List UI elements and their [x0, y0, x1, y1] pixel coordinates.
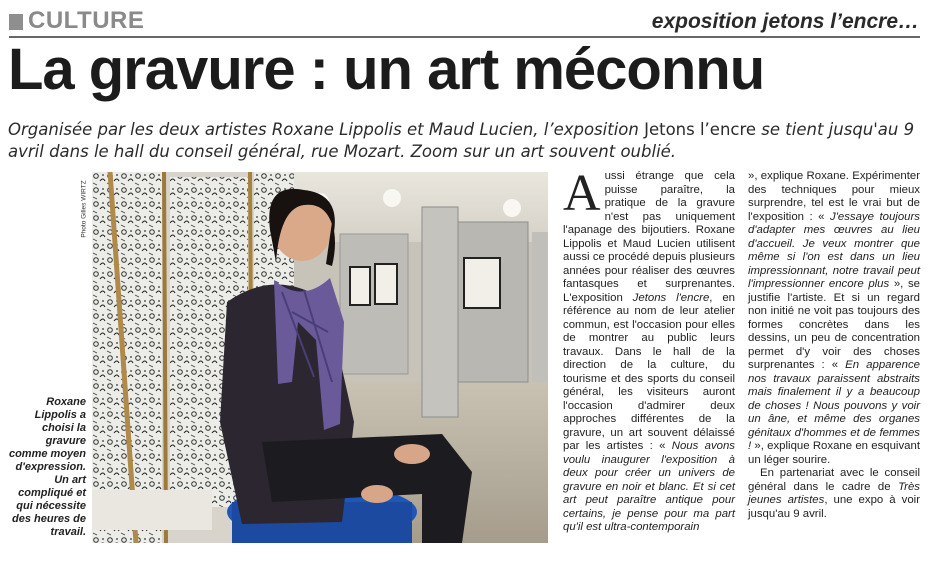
body-text: », se justifie l'artiste. Et si un regard non initié ne voit pas toujours des formes concrètes dans les dessins, un peu de concentration permet d'y voir des choses surprenantes : « [748, 278, 920, 371]
program-name: Très jeunes artistes [748, 480, 920, 506]
photo-caption: Roxane Lippolis a choisi la gravure comme moyen d'expression. Un art compliqué et qui nécessite des heures de travail. [8, 396, 86, 538]
body-text: , une expo à voir jusqu'au 9 avril. [748, 494, 920, 520]
lead-paragraph [8, 119, 920, 163]
article-photo [92, 172, 548, 543]
photo-credit-text: Photo Gilles WIRTZ [80, 180, 88, 238]
body-text: , en référence au nom de leur atelier commun, est l'occasion pour elles de montrer au public leurs travaux. Dans le hall de la direction de la culture, du tourisme et des sports du conseil général, les visiteurs auront l'occasion d'admirer deux approches différentes de la gravure, un art souvent délaissé par les artistes : « [563, 291, 735, 452]
body-column-2 [748, 170, 920, 521]
body-text: En partenariat avec le conseil général dans le cadre de [748, 467, 920, 493]
lead-part1: Organisée par les deux artistes Roxane Lippolis et Maud Lucien, l’exposition [8, 120, 645, 139]
body-paragraph-1 [563, 165, 736, 535]
lead-exhibition-title: Jetons l’encre [644, 120, 757, 139]
section-label: CULTURE [28, 7, 145, 34]
body-quote: Nous avons voulu inaugurer l'exposition à deux pour créer un univers de gravure en noir et blanc. Et si cet art peut paraître antique pour certains, je pense pour ma part qu'il est ultra-contemporain [563, 440, 736, 533]
body-paragraph-1-cont [748, 170, 920, 467]
body-text: », explique Roxane en esquivant un léger sourire. [748, 440, 920, 466]
body-quote: J'essaye toujours d'adapter mes œuvres au lieu d'accueil. Je veux montrer que même si l'on est dans un lieu impressionnant, notre travail peut l'impressionner encore plus [748, 210, 920, 290]
lead-part2: se tient jusqu'au 9 avril dans le hall du conseil général, rue Mozart. Zoom sur un art souvent oublié. [8, 120, 915, 161]
body-paragraph-2 [748, 467, 920, 521]
series-label: exposition jetons l’encre… [651, 10, 919, 33]
drop-cap: A [563, 165, 601, 222]
headline: La gravure : un art méconnu [8, 37, 765, 102]
body-text: ussi étrange que cela puisse paraître, la pratique de la gravure n'est pas uniquement l'apanage des bijoutiers. Roxane Lippolis et Maud Lucien utilisent aussi ce procédé depuis plusieurs années pour réaliser des œuvres fantasques et surprenantes. L'exposition [563, 170, 735, 304]
body-exhibition-title: Jetons l'encre [632, 291, 710, 304]
section-marker [9, 14, 23, 30]
body-quote: En apparence nos travaux paraissent abstraits mais finalement il y a beaucoup de choses ! Nous pouvons y voir un âne, et même des organes génitaux d'hommes et de femmes ! [748, 359, 920, 452]
body-text: », explique Roxane. Expérimenter des techniques pour mieux surprendre, tel est le vrai but de l'exposition : « [748, 170, 920, 223]
photo-credit [78, 178, 90, 240]
body-column-1 [563, 165, 736, 535]
